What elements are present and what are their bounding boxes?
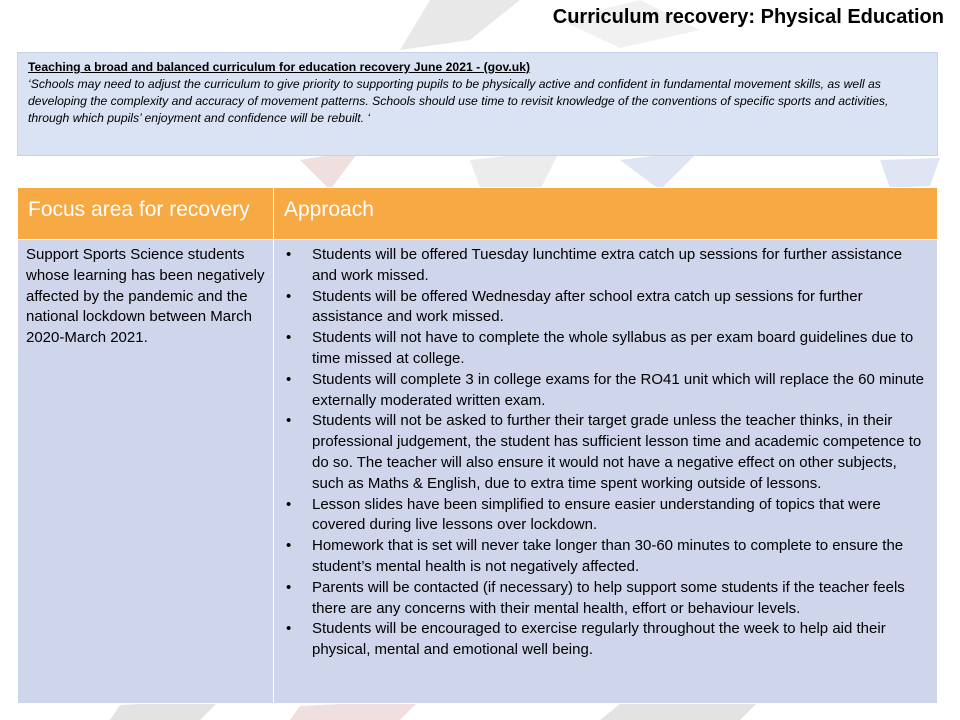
guidance-quote-text: ‘Schools may need to adjust the curriculum to give priority to supporting pupils to be physically active and confident in fundamental movement skills, as well as developing the complexity and accuracy of movement patterns. Schools should use time to revisit knowledge of the conventions of specific sports and activities, through which pupils’ enjoyment and confidence will be rebuilt. ‘ [28,77,889,125]
table-row [18,240,938,704]
list-item: • Students will be encouraged to exercise regularly throughout the week to help aid their physical, mental and emotional well being. [282,619,929,661]
approach-cell [274,240,938,704]
recovery-table [17,187,938,704]
header-focus-area: Focus area for recovery [18,188,274,240]
list-item: • Students will not have to complete the whole syllabus as per exam board guidelines due to time missed at college. [282,328,929,370]
approach-list [282,245,929,661]
list-item: • Homework that is set will never take longer than 30-60 minutes to complete to ensure the student’s mental health is not negatively affected. [282,536,929,578]
list-item: • Students will be offered Tuesday lunchtime extra catch up sessions for further assistance and work missed. [282,245,929,287]
list-item: • Students will be offered Wednesday after school extra catch up sessions for further assistance and work missed. [282,287,929,329]
guidance-quote-box [17,52,938,156]
page-title: Curriculum recovery: Physical Education [552,6,944,28]
focus-area-cell: Support Sports Science students whose learning has been negatively affected by the pandemic and the national lockdown between March 2020-March 2021. [18,240,274,704]
guidance-link-title[interactable]: Teaching a broad and balanced curriculum for education recovery June 2021 - (gov.uk) [28,60,531,74]
header-approach: Approach [274,188,938,240]
table-header-row [18,188,938,240]
list-item: • Students will not be asked to further their target grade unless the teacher thinks, in their professional judgement, the student has sufficient lesson time and academic competence to do so. The teacher will also ensure it would not have a negative effect on other subjects, such as Maths & English, due to extra time spent working outside of lessons. [282,411,929,494]
list-item: • Lesson slides have been simplified to ensure easier understanding of topics that were covered during live lessons over lockdown. [282,495,929,537]
list-item: • Parents will be contacted (if necessary) to help support some students if the teacher feels there are any concerns with their mental health, effort or behaviour levels. [282,578,929,620]
list-item: • Students will complete 3 in college exams for the RO41 unit which will replace the 60 minute externally moderated written exam. [282,370,929,412]
